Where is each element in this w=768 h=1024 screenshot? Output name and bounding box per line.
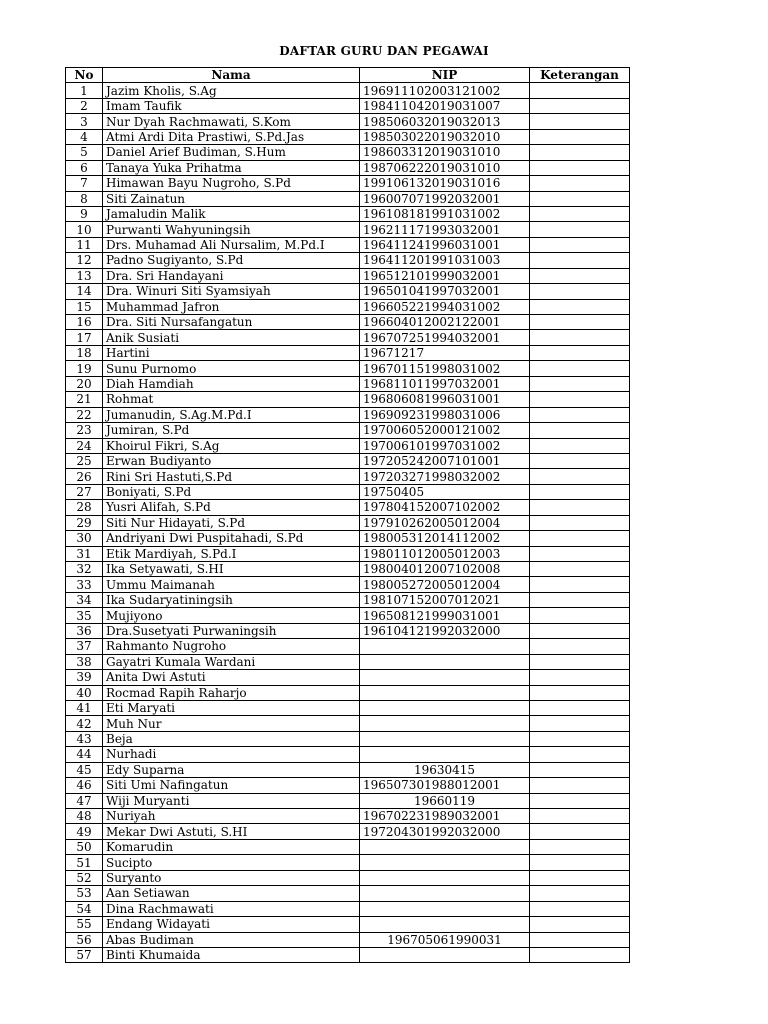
table-row: [66, 747, 630, 762]
table-row: [66, 623, 630, 638]
row-number: 26: [66, 469, 103, 484]
row-nama: Aan Setiawan: [103, 886, 360, 901]
header-nip: NIP: [360, 68, 530, 83]
row-number: 36: [66, 623, 103, 638]
row-keterangan: [530, 793, 630, 808]
row-keterangan: [530, 222, 630, 237]
table-row: [66, 176, 630, 191]
row-keterangan: [530, 577, 630, 592]
row-number: 18: [66, 345, 103, 360]
row-number: 14: [66, 284, 103, 299]
row-nama: Rini Sri Hastuti,S.Pd: [103, 469, 360, 484]
staff-table: [65, 67, 630, 963]
row-number: 8: [66, 191, 103, 206]
row-nama: Tanaya Yuka Prihatma: [103, 160, 360, 175]
row-nama: Hartini: [103, 345, 360, 360]
row-keterangan: [530, 114, 630, 129]
row-nama: Ika Sudaryatiningsih: [103, 592, 360, 607]
table-row: [66, 901, 630, 916]
row-keterangan: [530, 206, 630, 221]
row-number: 16: [66, 315, 103, 330]
row-nama: Jamaludin Malik: [103, 206, 360, 221]
table-row: [66, 762, 630, 777]
row-number: 57: [66, 947, 103, 962]
row-number: 30: [66, 531, 103, 546]
row-nip: 197205242007101001: [360, 453, 530, 468]
row-keterangan: [530, 778, 630, 793]
table-row: [66, 392, 630, 407]
row-nip: 198107152007012021: [360, 592, 530, 607]
row-nama: Binti Khumaida: [103, 947, 360, 962]
row-nama: Yusri Alifah, S.Pd: [103, 500, 360, 515]
row-nama: Jumanudin, S.Ag.M.Pd.I: [103, 407, 360, 422]
row-number: 28: [66, 500, 103, 515]
row-nip: [360, 747, 530, 762]
row-keterangan: [530, 299, 630, 314]
row-nama: Nur Dyah Rachmawati, S.Kom: [103, 114, 360, 129]
row-nip: 197006052000121002: [360, 423, 530, 438]
row-nip: 199106132019031016: [360, 176, 530, 191]
table-row: [66, 407, 630, 422]
row-nip: 197203271998032002: [360, 469, 530, 484]
table-row: [66, 778, 630, 793]
row-nip: [360, 670, 530, 685]
row-keterangan: [530, 98, 630, 113]
table-row: [66, 654, 630, 669]
row-nip: 196604012002122001: [360, 315, 530, 330]
row-nama: Sucipto: [103, 855, 360, 870]
table-row: [66, 438, 630, 453]
table-row: [66, 98, 630, 113]
row-nip: [360, 901, 530, 916]
row-nip: [360, 731, 530, 746]
row-nip: 198005312014112002: [360, 531, 530, 546]
row-number: 11: [66, 237, 103, 252]
row-number: 13: [66, 268, 103, 283]
row-number: 48: [66, 809, 103, 824]
row-nama: Muhammad Jafron: [103, 299, 360, 314]
row-nip: [360, 886, 530, 901]
row-number: 54: [66, 901, 103, 916]
table-row: [66, 299, 630, 314]
row-nama: Beja: [103, 731, 360, 746]
table-row: [66, 639, 630, 654]
row-keterangan: [530, 654, 630, 669]
row-keterangan: [530, 345, 630, 360]
table-row: [66, 315, 630, 330]
row-keterangan: [530, 824, 630, 839]
header-nama: Nama: [103, 68, 360, 83]
row-number: 2: [66, 98, 103, 113]
row-nip: [360, 716, 530, 731]
row-number: 42: [66, 716, 103, 731]
row-number: 4: [66, 129, 103, 144]
row-nama: Imam Taufik: [103, 98, 360, 113]
row-nama: Himawan Bayu Nugroho, S.Pd: [103, 176, 360, 191]
row-keterangan: [530, 947, 630, 962]
table-row: [66, 145, 630, 160]
table-row: [66, 361, 630, 376]
row-nama: Ummu Maimanah: [103, 577, 360, 592]
table-row: [66, 237, 630, 252]
row-nip: 196411201991031003: [360, 253, 530, 268]
row-keterangan: [530, 191, 630, 206]
row-nama: Rahmanto Nugroho: [103, 639, 360, 654]
row-nip: [360, 685, 530, 700]
row-nip: 196411241996031001: [360, 237, 530, 252]
table-row: [66, 546, 630, 561]
row-number: 38: [66, 654, 103, 669]
row-nip: 196702231989032001: [360, 809, 530, 824]
row-number: 6: [66, 160, 103, 175]
row-number: 37: [66, 639, 103, 654]
table-row: [66, 423, 630, 438]
row-number: 9: [66, 206, 103, 221]
row-nip: 196605221994031002: [360, 299, 530, 314]
row-number: 33: [66, 577, 103, 592]
row-keterangan: [530, 670, 630, 685]
row-keterangan: [530, 500, 630, 515]
row-nip: 196701151998031002: [360, 361, 530, 376]
row-keterangan: [530, 469, 630, 484]
row-keterangan: [530, 484, 630, 499]
row-number: 20: [66, 376, 103, 391]
row-nama: Rohmat: [103, 392, 360, 407]
row-nama: Siti Nur Hidayati, S.Pd: [103, 515, 360, 530]
row-keterangan: [530, 392, 630, 407]
row-number: 49: [66, 824, 103, 839]
table-row: [66, 592, 630, 607]
row-keterangan: [530, 315, 630, 330]
row-number: 23: [66, 423, 103, 438]
row-keterangan: [530, 870, 630, 885]
row-number: 27: [66, 484, 103, 499]
row-nama: Dra. Winuri Siti Syamsiyah: [103, 284, 360, 299]
row-keterangan: [530, 639, 630, 654]
row-nama: Etik Mardiyah, S.Pd.I: [103, 546, 360, 561]
row-number: 47: [66, 793, 103, 808]
table-header-row: [66, 68, 630, 83]
row-nip: 196507301988012001: [360, 778, 530, 793]
row-nip: 196811011997032001: [360, 376, 530, 391]
row-nip: 198005272005012004: [360, 577, 530, 592]
row-nip: 198603312019031010: [360, 145, 530, 160]
table-row: [66, 824, 630, 839]
row-nip: 198706222019031010: [360, 160, 530, 175]
row-keterangan: [530, 932, 630, 947]
table-row: [66, 330, 630, 345]
row-keterangan: [530, 917, 630, 932]
row-nip: 197204301992032000: [360, 824, 530, 839]
row-nama: Boniyati, S.Pd: [103, 484, 360, 499]
row-number: 50: [66, 839, 103, 854]
row-number: 15: [66, 299, 103, 314]
row-keterangan: [530, 809, 630, 824]
row-number: 34: [66, 592, 103, 607]
row-keterangan: [530, 423, 630, 438]
row-number: 21: [66, 392, 103, 407]
row-keterangan: [530, 608, 630, 623]
row-nama: Eti Maryati: [103, 700, 360, 715]
row-number: 12: [66, 253, 103, 268]
row-number: 29: [66, 515, 103, 530]
row-nama: Mekar Dwi Astuti, S.HI: [103, 824, 360, 839]
row-number: 52: [66, 870, 103, 885]
row-keterangan: [530, 237, 630, 252]
table-row: [66, 515, 630, 530]
row-nama: Sunu Purnomo: [103, 361, 360, 376]
row-nip: 198506032019032013: [360, 114, 530, 129]
table-row: [66, 700, 630, 715]
row-number: 7: [66, 176, 103, 191]
row-nip: 196909231998031006: [360, 407, 530, 422]
row-nip: [360, 947, 530, 962]
row-number: 32: [66, 562, 103, 577]
row-nama: Drs. Muhamad Ali Nursalim, M.Pd.I: [103, 237, 360, 252]
row-nip: [360, 855, 530, 870]
row-number: 22: [66, 407, 103, 422]
table-row: [66, 83, 630, 98]
header-no: No: [66, 68, 103, 83]
row-nip: 196911102003121002: [360, 83, 530, 98]
row-nama: Nuriyah: [103, 809, 360, 824]
table-row: [66, 809, 630, 824]
table-row: [66, 685, 630, 700]
table-row: [66, 484, 630, 499]
table-row: [66, 670, 630, 685]
row-keterangan: [530, 531, 630, 546]
row-keterangan: [530, 438, 630, 453]
row-nip: [360, 870, 530, 885]
table-row: [66, 855, 630, 870]
row-nip: [360, 700, 530, 715]
row-keterangan: [530, 731, 630, 746]
row-nip: 198503022019032010: [360, 129, 530, 144]
row-nip: 197910262005012004: [360, 515, 530, 530]
row-keterangan: [530, 407, 630, 422]
row-nip: 198411042019031007: [360, 98, 530, 113]
row-keterangan: [530, 176, 630, 191]
row-nip: 198011012005012003: [360, 546, 530, 561]
row-number: 5: [66, 145, 103, 160]
table-row: [66, 886, 630, 901]
header-keterangan: Keterangan: [530, 68, 630, 83]
row-nip: 19671217: [360, 345, 530, 360]
row-nip: 196705061990031: [360, 932, 530, 947]
row-number: 53: [66, 886, 103, 901]
row-nip: [360, 917, 530, 932]
row-nama: Padno Sugiyanto, S.Pd: [103, 253, 360, 268]
row-number: 46: [66, 778, 103, 793]
row-nama: Siti Umi Nafingatun: [103, 778, 360, 793]
row-number: 10: [66, 222, 103, 237]
row-nama: Wiji Muryanti: [103, 793, 360, 808]
row-keterangan: [530, 361, 630, 376]
row-nip: 196512101999032001: [360, 268, 530, 283]
table-row: [66, 870, 630, 885]
row-keterangan: [530, 83, 630, 98]
row-keterangan: [530, 716, 630, 731]
row-keterangan: [530, 592, 630, 607]
row-keterangan: [530, 901, 630, 916]
row-nip: 19630415: [360, 762, 530, 777]
row-number: 19: [66, 361, 103, 376]
row-nip: 196707251994032001: [360, 330, 530, 345]
row-nama: Anita Dwi Astuti: [103, 670, 360, 685]
row-number: 31: [66, 546, 103, 561]
table-row: [66, 917, 630, 932]
row-nip: 198004012007102008: [360, 562, 530, 577]
row-number: 40: [66, 685, 103, 700]
row-nip: 196108181991031002: [360, 206, 530, 221]
row-nama: Dra. Siti Nursafangatun: [103, 315, 360, 330]
row-nama: Suryanto: [103, 870, 360, 885]
table-row: [66, 793, 630, 808]
row-nama: Endang Widayati: [103, 917, 360, 932]
row-number: 55: [66, 917, 103, 932]
row-nama: Dra. Sri Handayani: [103, 268, 360, 283]
table-row: [66, 947, 630, 962]
table-row: [66, 160, 630, 175]
table-row: [66, 608, 630, 623]
row-nip: 19750405: [360, 484, 530, 499]
row-keterangan: [530, 515, 630, 530]
table-row: [66, 577, 630, 592]
table-body: [66, 83, 630, 963]
row-keterangan: [530, 268, 630, 283]
row-keterangan: [530, 623, 630, 638]
table-row: [66, 469, 630, 484]
row-number: 43: [66, 731, 103, 746]
row-nama: Ika Setyawati, S.HI: [103, 562, 360, 577]
table-row: [66, 376, 630, 391]
row-number: 41: [66, 700, 103, 715]
row-nama: Khoirul Fikri, S.Ag: [103, 438, 360, 453]
row-keterangan: [530, 129, 630, 144]
table-row: [66, 453, 630, 468]
row-nip: 196007071992032001: [360, 191, 530, 206]
row-keterangan: [530, 685, 630, 700]
row-nama: Nurhadi: [103, 747, 360, 762]
row-keterangan: [530, 453, 630, 468]
row-nama: Jumiran, S.Pd: [103, 423, 360, 438]
row-nama: Atmi Ardi Dita Prastiwi, S.Pd.Jas: [103, 129, 360, 144]
row-keterangan: [530, 284, 630, 299]
table-row: [66, 500, 630, 515]
row-nama: Mujiyono: [103, 608, 360, 623]
table-row: [66, 268, 630, 283]
row-number: 56: [66, 932, 103, 947]
row-nama: Edy Suparna: [103, 762, 360, 777]
row-keterangan: [530, 886, 630, 901]
table-row: [66, 114, 630, 129]
row-nip: 196104121992032000: [360, 623, 530, 638]
row-number: 35: [66, 608, 103, 623]
row-nama: Andriyani Dwi Puspitahadi, S.Pd: [103, 531, 360, 546]
table-row: [66, 345, 630, 360]
table-row: [66, 731, 630, 746]
row-nama: Gayatri Kumala Wardani: [103, 654, 360, 669]
row-nama: Muh Nur: [103, 716, 360, 731]
row-nip: 196508121999031001: [360, 608, 530, 623]
row-keterangan: [530, 546, 630, 561]
row-nama: Siti Zainatun: [103, 191, 360, 206]
row-nip: [360, 654, 530, 669]
row-nama: Erwan Budiyanto: [103, 453, 360, 468]
row-nama: Purwanti Wahyuningsih: [103, 222, 360, 237]
row-nama: Diah Hamdiah: [103, 376, 360, 391]
row-nip: 19660119: [360, 793, 530, 808]
row-number: 39: [66, 670, 103, 685]
row-keterangan: [530, 160, 630, 175]
table-row: [66, 716, 630, 731]
row-number: 45: [66, 762, 103, 777]
row-number: 51: [66, 855, 103, 870]
row-number: 24: [66, 438, 103, 453]
row-keterangan: [530, 145, 630, 160]
row-nip: 197804152007102002: [360, 500, 530, 515]
row-number: 1: [66, 83, 103, 98]
row-keterangan: [530, 855, 630, 870]
table-row: [66, 932, 630, 947]
table-row: [66, 839, 630, 854]
table-row: [66, 562, 630, 577]
row-nip: [360, 839, 530, 854]
row-nama: Abas Budiman: [103, 932, 360, 947]
row-nama: Dina Rachmawati: [103, 901, 360, 916]
row-nip: 196501041997032001: [360, 284, 530, 299]
row-nip: [360, 639, 530, 654]
row-nip: 196211171993032001: [360, 222, 530, 237]
row-keterangan: [530, 762, 630, 777]
row-keterangan: [530, 253, 630, 268]
row-nama: Jazim Kholis, S.Ag: [103, 83, 360, 98]
row-number: 17: [66, 330, 103, 345]
row-keterangan: [530, 747, 630, 762]
row-nip: 197006101997031002: [360, 438, 530, 453]
row-nama: Anik Susiati: [103, 330, 360, 345]
table-row: [66, 253, 630, 268]
row-nip: 196806081996031001: [360, 392, 530, 407]
row-keterangan: [530, 839, 630, 854]
table-row: [66, 129, 630, 144]
document-title: DAFTAR GURU DAN PEGAWAI: [279, 44, 489, 58]
row-number: 25: [66, 453, 103, 468]
table-row: [66, 222, 630, 237]
row-keterangan: [530, 376, 630, 391]
row-keterangan: [530, 562, 630, 577]
row-nama: Rocmad Rapih Raharjo: [103, 685, 360, 700]
row-keterangan: [530, 700, 630, 715]
row-number: 44: [66, 747, 103, 762]
row-nama: Komarudin: [103, 839, 360, 854]
table-row: [66, 191, 630, 206]
row-number: 3: [66, 114, 103, 129]
table-row: [66, 206, 630, 221]
table-row: [66, 531, 630, 546]
row-nama: Dra.Susetyati Purwaningsih: [103, 623, 360, 638]
row-keterangan: [530, 330, 630, 345]
table-row: [66, 284, 630, 299]
row-nama: Daniel Arief Budiman, S.Hum: [103, 145, 360, 160]
